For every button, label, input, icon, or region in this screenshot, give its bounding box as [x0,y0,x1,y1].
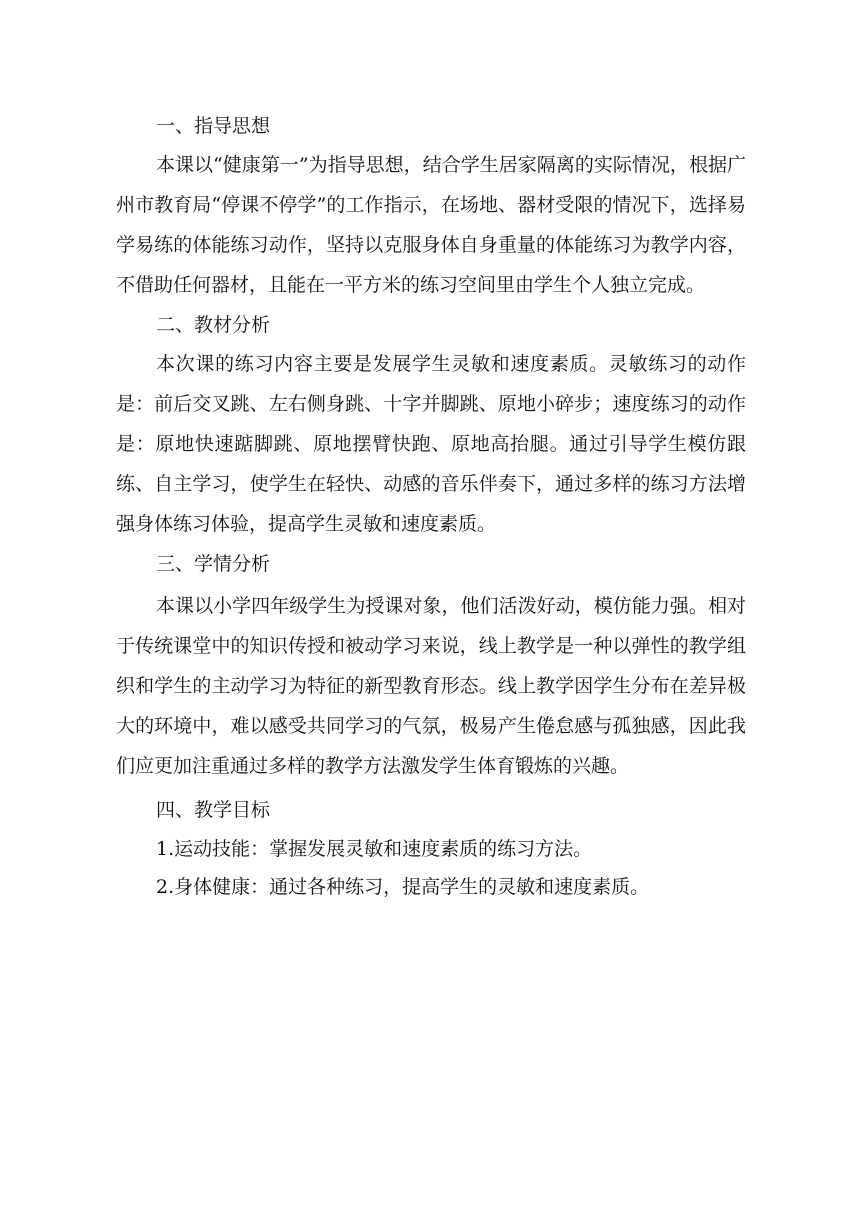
section-learner-analysis [116,544,746,786]
section-guiding-ideology [116,106,746,305]
section-heading: 三、学情分析 [156,553,271,575]
section-heading: 一、指导思想 [156,115,271,137]
section-material-analysis [116,305,746,544]
section-paragraph: 本次课的练习内容主要是发展学生灵敏和速度素质。灵敏练习的动作是：前后交叉跳、左右侧身跳、十字并脚跳、原地小碎步；速度练习的动作是：原地快速踮脚跳、原地摆臂快跑、原地高抬腿。通过引导学生模仿跟练、自主学习，使学生在轻快、动感的音乐伴奏下，通过多样的练习方法增强身体练习体验，提高学生灵敏和速度素质。 [116,353,746,535]
section-paragraph: 本课以小学四年级学生为授课对象，他们活泼好动，模仿能力强。相对于传统课堂中的知识传授和被动学习来说，线上教学是一种以弹性的教学组织和学生的主动学习为特征的新型教育形态。线上教学因学生分布在差异极大的环境中，难以感受共同学习的气氛，极易产生倦怠感与孤独感，因此我们应更加注重通过多样的教学方法激发学生体育锻炼的兴趣。 [116,595,746,777]
objective-item: 2.身体健康：通过各种练习，提高学生的灵敏和速度素质。 [156,876,650,898]
section-heading: 二、教材分析 [156,314,271,336]
section-heading: 四、教学目标 [156,799,271,821]
document-page [116,106,746,907]
section-teaching-objectives [116,790,746,907]
objective-item: 1.运动技能：掌握发展灵敏和速度素质的练习方法。 [156,838,593,860]
section-paragraph: 本课以“健康第一”为指导思想，结合学生居家隔离的实际情况，根据广州市教育局“停课不停学”的工作指示，在场地、器材受限的情况下，选择易学易练的体能练习动作，坚持以克服身体自身重量的体能练习为教学内容，不借助任何器材，且能在一平方米的练习空间里由学生个人独立完成。 [116,154,746,296]
